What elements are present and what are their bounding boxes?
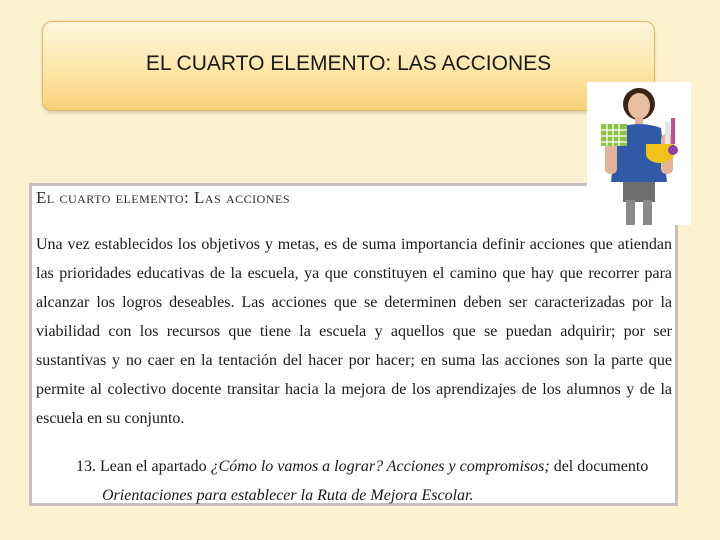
item-lead: Lean el apartado xyxy=(100,458,207,475)
title-box xyxy=(42,21,655,111)
item-section-title: ¿Cómo lo vamos a lograr? Acciones y compromisos; xyxy=(210,458,550,475)
woman-with-cleaning-supplies-icon xyxy=(587,82,691,225)
activity-item xyxy=(76,452,672,510)
item-middle: del documento xyxy=(553,458,649,475)
item-document-title: Orientaciones para establecer la Ruta de Mejora Escolar. xyxy=(102,487,474,504)
document-heading: El cuarto elemento: Las acciones xyxy=(36,188,291,207)
document-excerpt xyxy=(29,183,678,506)
woman-with-cleaning-supplies-image xyxy=(587,82,691,225)
item-number: 13. xyxy=(76,458,96,475)
document-paragraph: Una vez establecidos los objetivos y metas, es de suma importancia definir acciones que atiendan las prioridades educativas de la escuela, ya que constituyen el camino que hay que recorrer para alcanzar los logros deseables. Las acciones que se determinen deben ser caracterizadas por la viabilidad con los recursos que tiene la escuela y aquellos que se puedan adquirir; por ser sustantivas y no caer en la tentación del hacer por hacer; en suma las acciones son la parte que permite al colectivo docente transitar hacia la mejora de los aprendizajes de los alumnos y de la escuela en su conjunto. xyxy=(36,236,672,427)
slide-title: EL CUARTO ELEMENTO: LAS ACCIONES xyxy=(145,52,552,75)
